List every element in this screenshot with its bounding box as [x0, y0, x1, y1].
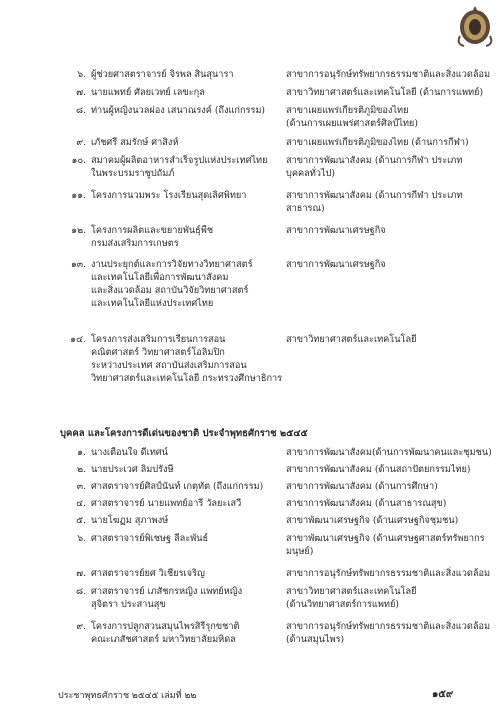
award-field-line: สาขาการอนุรักษ์ทรัพยากรธรรมชาติและสิ่งแวดล้อม — [286, 568, 491, 579]
awardee-name-line: ในพระบรมราชูปถัมภ์ — [91, 168, 175, 179]
awardee-name-line: โครงการนวมพระ โรงเรียนสุดเลิศพิทยา — [91, 190, 247, 201]
award-field — [286, 136, 486, 149]
awardee-name-line: คณะเภสัชศาสตร์ มหาวิทยาลัยมหิดล — [91, 634, 236, 645]
item-number: ๖. — [77, 533, 86, 544]
award-field-line: สาขาการพัฒนาเศรษฐกิจ — [286, 259, 386, 270]
award-field — [286, 567, 491, 580]
item-number: ๑๓. — [70, 259, 86, 270]
item-number: ๘. — [75, 586, 86, 597]
awardee-name — [91, 154, 281, 180]
item-number: ๑. — [77, 447, 86, 458]
award-field — [286, 446, 492, 459]
item-number: ๑๔. — [70, 334, 86, 345]
award-field-line: สาขาการพัฒนาสังคม (ด้านสาธารณสุข) — [286, 498, 447, 509]
section-title: บุคคล และโครงการดีเด่นของชาติ ประจำพุทธศักราช ๒๕๔๕ — [60, 428, 308, 439]
awardee-name-line: สุจิตรา ประสานสุข — [91, 599, 166, 610]
award-field-line: สาธารณ) — [286, 203, 325, 214]
awardee-name — [91, 532, 281, 545]
award-field-line: (ด้านวิทยาศาสตร์การแพทย์) — [286, 599, 399, 610]
award-field-line: สาขาพัฒนาเศรษฐกิจ (ด้านเศรษฐกิจชุมชน) — [286, 515, 459, 526]
awardee-name-line: และเทคโนโลยีแห่งประเทศไทย — [91, 298, 214, 309]
awardee-name-line: นายประเวศ ลิมปรังษี — [91, 464, 174, 475]
awardee-name — [91, 585, 281, 611]
award-field-line: (ด้านการเผยแพร่ศาสตร์ศิลป์ไทย) — [286, 118, 418, 129]
award-field — [286, 497, 486, 510]
award-field — [286, 333, 486, 346]
page-number: ๑๕๙ — [432, 689, 454, 700]
item-number: ๘. — [75, 105, 86, 116]
item-number: ๔. — [76, 498, 86, 509]
award-field-line: สาขาเผยแพร่เกียรติภูมิของไทย (ด้านการกีฬา) — [286, 137, 469, 148]
award-field — [286, 68, 491, 81]
award-field-line: สาขาการพัฒนาสังคม(ด้านการพัฒนาคนและชุมชน) — [286, 447, 492, 458]
award-field-line: สาขาการพัฒนาสังคม (ด้านการกีฬา ประเภท — [286, 155, 463, 166]
award-field-line: สาขาการอนุรักษ์ทรัพยากรธรรมชาติและสิ่งแวดล้อม — [286, 621, 491, 632]
award-field-line: มนุษย์) — [286, 546, 314, 557]
awardee-name-line: ศาสตราจารย์ เภสัชกรหญิง แพทย์หญิง — [91, 586, 243, 597]
item-number: ๑๐. — [71, 155, 86, 166]
award-field-line: สาขาการพัฒนาเศรษฐกิจ — [286, 225, 386, 236]
award-field-line: สาขาการพัฒนาสังคม (ด้านสถาปัตยกรรมไทย) — [286, 464, 471, 475]
award-field — [286, 463, 486, 476]
award-field — [286, 258, 486, 271]
awardee-name-line: ท่านผู้หญิงนวลผ่อง เสนาณรงค์ (ถึงแก่กรรม) — [91, 105, 266, 116]
award-field-line: สาขาเผยแพร่เกียรติภูมิของไทย — [286, 105, 409, 116]
awardee-name — [91, 258, 281, 310]
awardee-name — [91, 514, 281, 527]
awardee-name-line: ศาสตราจารย์พิเชษฐ ลีละพันธ์ — [91, 533, 209, 544]
award-field — [286, 585, 486, 611]
awardee-name — [91, 224, 281, 250]
awardee-name — [91, 333, 281, 385]
item-number: ๕. — [76, 515, 86, 526]
awardee-name-line: โครงการปลูกสวนสมุนไพรสิรีรุกขชาติ — [91, 621, 240, 632]
awardee-name — [91, 497, 281, 510]
awardee-name — [91, 189, 281, 202]
awardee-name — [91, 567, 281, 580]
award-field-line: บุคคลทั่วไป) — [286, 168, 336, 179]
awardee-name-line: วิทยาศาสตร์และเทคโนโลยี กระทรวงศึกษาธิการ — [91, 373, 283, 384]
awardee-name — [91, 446, 281, 459]
award-field-line: สาขาวิทยาศาสตร์และเทคโนโลยี — [286, 334, 417, 345]
item-number: ๖. — [77, 69, 86, 80]
award-field-line: สาขาวิทยาศาสตร์และเทคโนโลยี — [286, 586, 417, 597]
awardee-name-line: และเทคโนโลยีเพื่อการพัฒนาสังคม — [91, 272, 229, 283]
footer-publication: ประชาพุทธศักราช ๒๕๔๕ เล่มที่ ๒๒ — [58, 691, 197, 701]
item-number: ๙. — [76, 137, 86, 148]
awardee-name-line: เภัชศรี สมรักษ์ ศาสิงห์ — [91, 137, 179, 148]
awardee-name — [91, 136, 281, 149]
item-number: ๙. — [76, 621, 86, 632]
item-number: ๗. — [76, 87, 86, 98]
item-number: ๒. — [77, 464, 86, 475]
award-field — [286, 620, 491, 646]
award-field-line: (ด้านสมุนไพร) — [286, 634, 345, 645]
award-field — [286, 86, 486, 99]
awardee-name-line: งานประยุกต์และการวิจัยทางวิทยาศาสตร์ — [91, 259, 253, 270]
awardee-name-line: นางเตือนใจ ดีเทศน์ — [91, 447, 168, 458]
award-field — [286, 154, 486, 180]
awardee-name-line: และสิ่งแวดล้อม สถาบันวิจัยวิทยาศาสตร์ — [91, 285, 249, 296]
award-field-line: สาขาการพัฒนาสังคม (ด้านการกีฬา ประเภท — [286, 190, 463, 201]
awardee-name — [91, 86, 281, 99]
award-field-line: สาขาวิทยาศาสตร์และเทคโนโลยี (ด้านการแพทย์) — [286, 87, 484, 98]
award-field — [286, 189, 486, 215]
awardee-name — [91, 463, 281, 476]
award-field-line: สาขาพัฒนาเศรษฐกิจ (ด้านเศรษฐศาสตร์ทรัพยากร — [286, 533, 485, 544]
award-field — [286, 532, 486, 558]
award-field-line: สาขาการอนุรักษ์ทรัพยากรธรรมชาติและสิ่งแวดล้อม — [286, 69, 491, 80]
awardee-name-line: ศาสตราจารย์ยศ วิเชียรเจริญ — [91, 568, 205, 579]
awardee-name-line: คณิตศาสตร์ วิทยาศาสตร์โอลิมปิก — [91, 347, 225, 358]
awardee-name-line: กรมส่งเสริมการเกษตร — [91, 238, 179, 249]
awardee-name-line: นายแพทย์ ศัลยเวทย์ เลขะกุล — [91, 87, 205, 98]
awardee-name-line: ระหว่างประเทศ สถาบันส่งเสริมการสอน — [91, 360, 247, 371]
award-field-line: สาขาการพัฒนาสังคม (ด้านการศึกษา) — [286, 481, 438, 492]
item-number: ๗. — [76, 568, 86, 579]
item-number: ๑๑. — [71, 190, 86, 201]
awardee-name-line: ศาสตราจารย์ศิลป์นันท์ เกตุทัต (ถึงแก่กรรม) — [91, 481, 264, 492]
royal-emblem-icon — [454, 4, 496, 50]
award-field — [286, 104, 486, 130]
award-field — [286, 224, 486, 237]
awardee-name-line: นายโฆฏม สุภาพงษ์ — [91, 515, 169, 526]
awardee-name-line: ศาสตราจารย์ นายแพทย์อารี วัลยะเสวี — [91, 498, 242, 509]
awardee-name — [91, 68, 281, 81]
award-field — [286, 480, 486, 493]
awardee-name-line: สมาคมผู้ผลิตอาหารสำเร็จรูปแห่งประเทศไทย — [91, 155, 268, 166]
awardee-name — [91, 620, 281, 646]
item-number: ๑๒. — [71, 225, 86, 236]
awardee-name — [91, 480, 281, 493]
item-number: ๓. — [76, 481, 86, 492]
awardee-name-line: โครงการส่งเสริมการเรียนการสอน — [91, 334, 226, 345]
award-field — [286, 514, 486, 527]
awardee-name — [91, 104, 281, 117]
awardee-name-line: โครงการผลิตและขยายพันธุ์พืช — [91, 225, 214, 236]
awardee-name-line: ผู้ช่วยศาสตราจารย์ จิรพล สินสุนารา — [91, 69, 234, 80]
